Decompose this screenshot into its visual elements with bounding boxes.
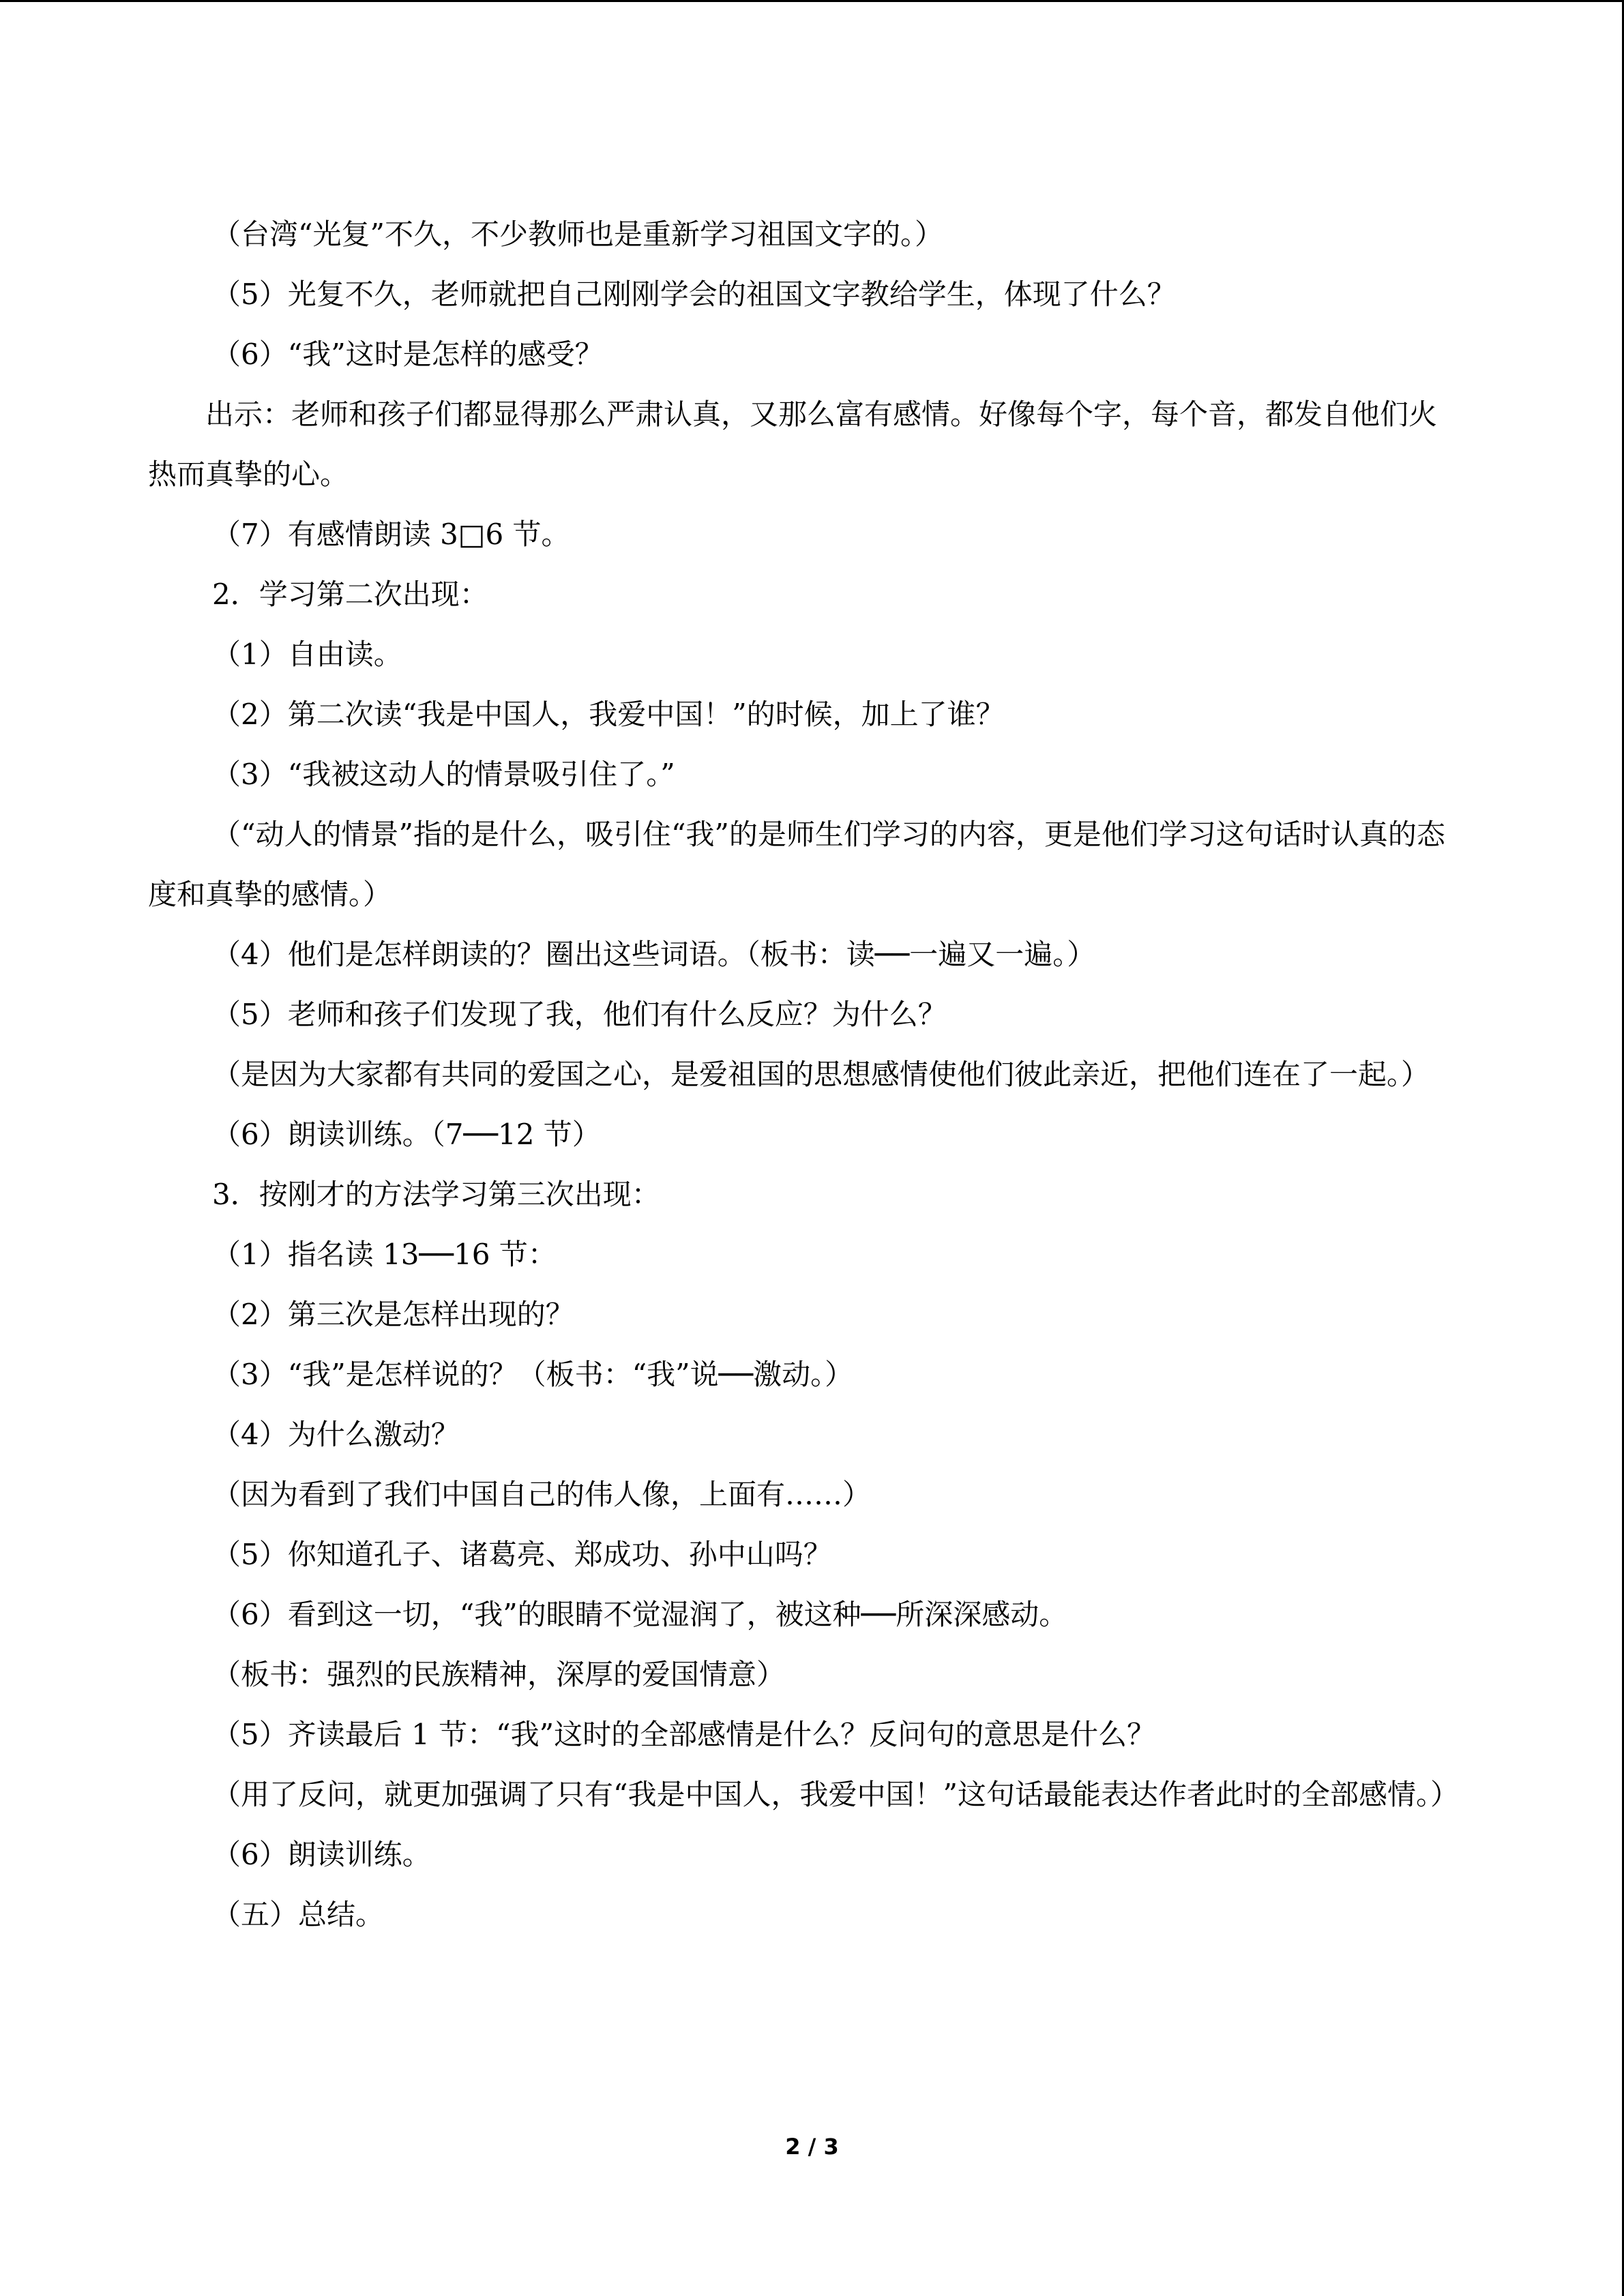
paragraph: 出示：老师和孩子们都显得那么严肃认真，又那么富有感情。好像每个字，每个音，都发自他们火热而真挚的心。 <box>148 398 1438 491</box>
text-line: （6）看到这一切，“我”的眼睛不觉湿润了，被这种──所深深感动。 <box>212 1598 1068 1631</box>
page-number: 2 / 3 <box>785 2134 839 2160</box>
text-line: （6）“我”这时是怎样的感受？ <box>212 338 604 371</box>
text-line: （1）指名读 13──16 节： <box>212 1238 557 1271</box>
text-line: （因为看到了我们中国自己的伟人像，上面有……） <box>212 1478 872 1511</box>
text-line: （3）“我”是怎样说的？（板书：“我”说──激动。） <box>212 1358 854 1391</box>
text-line: （6）朗读训练。 <box>212 1838 431 1871</box>
text-line: （7）有感情朗读 3□6 节。 <box>212 518 570 551</box>
text-line: （5）老师和孩子们发现了我，他们有什么反应？为什么？ <box>212 998 947 1031</box>
text-line: （6）朗读训练。（7──12 节） <box>212 1118 601 1151</box>
text-line: （板书：强烈的民族精神，深厚的爱国情意） <box>212 1658 786 1691</box>
text-line: （3）“我被这动人的情景吸引住了。” <box>212 758 675 791</box>
section-heading: 3．按刚才的方法学习第三次出现： <box>212 1178 660 1211</box>
text-line: （4）他们是怎样朗读的？圈出这些词语。（板书：读──一遍又一遍。） <box>212 938 1096 971</box>
paragraph: （“动人的情景”指的是什么，吸引住“我”的是师生们学习的内容，更是他们学习这句话时认真的态度和真挚的感情。） <box>148 818 1445 911</box>
paragraph: （是因为大家都有共同的爱国之心，是爱祖国的思想感情使他们彼此亲近，把他们连在了一起。） <box>212 1058 1430 1091</box>
text-line: （4）为什么激动？ <box>212 1418 460 1451</box>
text-line: （1）自由读。 <box>212 638 402 671</box>
section-heading: （五）总结。 <box>212 1898 385 1931</box>
text-line: （2）第三次是怎样出现的？ <box>212 1298 574 1331</box>
text-line: （5）齐读最后 1 节：“我”这时的全部感情是什么？反问句的意思是什么？ <box>212 1718 1156 1751</box>
text-line: （2）第二次读“我是中国人，我爱中国！”的时候，加上了谁？ <box>212 698 1005 731</box>
document-body <box>148 205 1462 1945</box>
text-line: （5）你知道孔子、诸葛亮、郑成功、孙中山吗？ <box>212 1538 832 1571</box>
paragraph: （用了反问，就更加强调了只有“我是中国人，我爱中国！”这句话最能表达作者此时的全部感情。） <box>212 1778 1459 1811</box>
text-line: （5）光复不久，老师就把自己刚刚学会的祖国文字教给学生，体现了什么？ <box>212 278 1176 311</box>
section-heading: 2．学习第二次出现： <box>212 578 488 611</box>
text-line: （台湾“光复”不久，不少教师也是重新学习祖国文字的。） <box>212 218 943 251</box>
